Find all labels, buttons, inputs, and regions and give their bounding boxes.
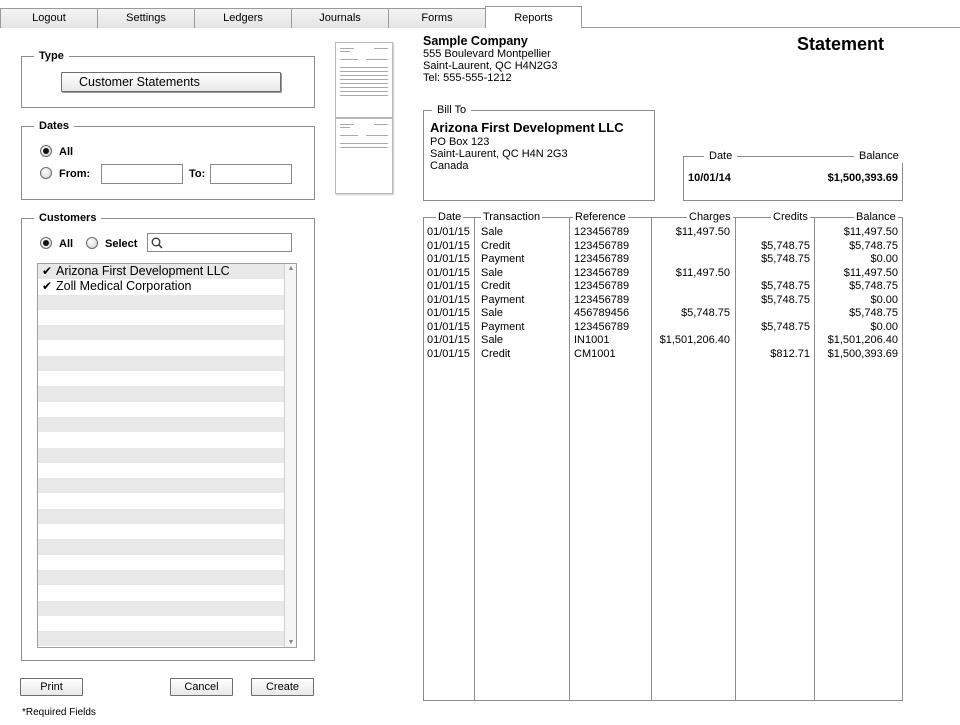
cell-balance: $0.00 [870, 320, 898, 333]
cell-transaction: Sale [481, 307, 504, 319]
customer-list-item[interactable] [38, 509, 285, 524]
column-divider [735, 218, 736, 700]
column-divider [651, 218, 652, 700]
cell-transaction: Sale [481, 266, 504, 279]
cell-transaction: Credit [481, 347, 511, 360]
cell-balance: $11,497.50 [843, 226, 898, 238]
cell-reference: 123456789 [574, 239, 630, 252]
customer-list-item[interactable] [38, 356, 285, 371]
cell-reference: IN1001 [574, 334, 610, 346]
company-name: Sample Company [423, 34, 528, 48]
tab-settings[interactable]: Settings [97, 8, 195, 28]
customer-list-item[interactable] [38, 295, 285, 310]
cell-date: 01/01/15 [427, 253, 470, 265]
cell-date: 01/01/15 [427, 307, 470, 319]
cell-charges: $11,497.50 [675, 266, 730, 279]
customer-list-item[interactable] [38, 448, 285, 463]
summary-date-value: 10/01/14 [688, 172, 731, 184]
tab-bar [0, 0, 960, 28]
bill-to-legend: Bill To [432, 104, 471, 117]
customer-list-item[interactable] [38, 585, 285, 600]
cell-date: 01/01/15 [427, 266, 470, 279]
col-header-transaction: Transaction [483, 211, 541, 223]
cell-transaction: Credit [481, 280, 511, 292]
customer-name: Arizona First Development LLC [56, 264, 230, 278]
tab-reports[interactable]: Reports [485, 6, 582, 28]
customer-search-input[interactable] [147, 233, 292, 252]
customer-list-item[interactable] [38, 555, 285, 570]
to-label: To: [189, 168, 206, 180]
tab-logout[interactable]: Logout [0, 8, 98, 28]
cell-transaction: Sale [481, 226, 504, 238]
cell-transaction: Sale [481, 334, 504, 346]
cell-credits: $812.71 [770, 347, 810, 360]
tab-ledgers[interactable]: Ledgers [194, 8, 292, 28]
create-button[interactable]: Create [251, 678, 314, 696]
customers-all-radio[interactable] [40, 237, 52, 249]
transactions-table [423, 211, 903, 701]
dates-legend: Dates [34, 120, 74, 133]
company-phone: Tel: 555-555-1212 [423, 72, 512, 84]
customer-list-item[interactable] [38, 539, 285, 554]
summary-balance-label: Balance [854, 150, 904, 163]
checkmark-icon: ✔ [42, 279, 53, 294]
column-divider [814, 218, 815, 700]
cell-reference: 123456789 [574, 280, 630, 292]
cell-reference: 123456789 [574, 226, 630, 238]
cell-credits: $5,748.75 [761, 253, 810, 265]
cell-credits: $5,748.75 [761, 239, 810, 252]
customer-list-item[interactable] [38, 631, 285, 646]
column-divider [569, 218, 570, 700]
cell-charges: $5,748.75 [681, 307, 730, 319]
type-legend: Type [34, 50, 69, 63]
cell-reference: 123456789 [574, 293, 630, 306]
customer-list-item[interactable] [38, 310, 285, 325]
checkmark-icon: ✔ [42, 264, 53, 278]
statement-preview-page-1[interactable] [335, 42, 393, 118]
customer-list-item[interactable] [38, 264, 285, 279]
tab-forms[interactable]: Forms [388, 8, 486, 28]
bill-to-line3: Canada [430, 160, 469, 172]
customer-list-item[interactable] [38, 279, 285, 294]
cell-balance: $0.00 [870, 253, 898, 265]
cell-reference: CM1001 [574, 347, 616, 360]
cell-date: 01/01/15 [427, 280, 470, 292]
cell-reference: 123456789 [574, 266, 630, 279]
customer-list-item[interactable] [38, 616, 285, 631]
to-date-input[interactable] [210, 164, 292, 184]
customer-list-item[interactable] [38, 463, 285, 478]
cell-date: 01/01/15 [427, 226, 470, 238]
bill-to-box [423, 104, 655, 201]
company-address-line1: 555 Boulevard Montpellier [423, 48, 551, 60]
cancel-button[interactable]: Cancel [170, 678, 233, 696]
customer-list-item[interactable] [38, 570, 285, 585]
cell-date: 01/01/15 [427, 293, 470, 306]
cell-transaction: Payment [481, 320, 525, 333]
dates-all-label: All [59, 146, 74, 158]
customer-rows [38, 264, 285, 646]
dates-range-radio[interactable] [40, 167, 52, 179]
statement-preview-page-2[interactable] [335, 118, 393, 194]
cell-date: 01/01/15 [427, 320, 470, 333]
customer-list[interactable] [37, 263, 297, 648]
customer-list-item[interactable] [38, 386, 285, 401]
cell-reference: 456789456 [574, 307, 630, 319]
cell-reference: 123456789 [574, 320, 630, 333]
cell-credits: $5,748.75 [761, 320, 810, 333]
dates-group [21, 120, 315, 200]
customer-list-item[interactable] [38, 340, 285, 355]
required-fields-note: *Required Fields [22, 707, 96, 718]
cell-balance: $1,501,206.40 [827, 334, 898, 346]
cell-balance: $5,748.75 [849, 280, 898, 292]
bill-to-name: Arizona First Development LLC [430, 120, 624, 135]
tab-journals[interactable]: Journals [291, 8, 389, 28]
summary-date-label: Date [704, 150, 737, 163]
cell-transaction: Payment [481, 293, 525, 306]
scroll-down-icon[interactable]: ▼ [287, 639, 295, 646]
customer-list-item[interactable] [38, 325, 285, 340]
cell-balance: $5,748.75 [849, 307, 898, 319]
col-header-date: Date [438, 211, 462, 223]
scroll-up-icon[interactable]: ▲ [287, 265, 295, 272]
search-icon [151, 237, 163, 249]
column-divider [474, 218, 475, 700]
cell-reference: 123456789 [574, 253, 630, 265]
col-header-balance: Balance [856, 211, 896, 223]
cell-charges: $1,501,206.40 [659, 334, 730, 346]
cell-date: 01/01/15 [427, 334, 470, 346]
customers-legend: Customers [34, 212, 101, 225]
cell-transaction: Credit [481, 239, 511, 252]
customers-all-label: All [59, 238, 74, 250]
cell-credits: $5,748.75 [761, 293, 810, 306]
col-header-reference: Reference [575, 211, 626, 223]
cell-date: 01/01/15 [427, 347, 470, 360]
customer-list-item[interactable] [38, 493, 285, 508]
cell-balance: $1,500,393.69 [827, 347, 898, 360]
customer-list-scrollbar[interactable] [284, 264, 296, 647]
statement-title: Statement [797, 34, 885, 54]
cell-balance: $5,748.75 [849, 239, 898, 252]
customer-list-item[interactable] [38, 432, 285, 447]
report-type-button[interactable]: Customer Statements [61, 72, 281, 92]
customer-list-item[interactable] [38, 417, 285, 432]
cell-balance: $11,497.50 [843, 266, 898, 279]
print-button[interactable]: Print [20, 678, 83, 696]
customers-select-radio[interactable] [86, 237, 98, 249]
bill-to-line2: Saint-Laurent, QC H4N 2G3 [430, 148, 568, 160]
customers-select-label: Select [105, 238, 138, 250]
customer-list-item[interactable] [38, 601, 285, 616]
col-header-credits: Credits [773, 211, 808, 223]
cell-credits: $5,748.75 [761, 280, 810, 292]
type-group [21, 50, 315, 108]
cell-date: 01/01/15 [427, 239, 470, 252]
customer-list-item[interactable] [38, 402, 285, 417]
cell-transaction: Payment [481, 253, 525, 265]
from-date-input[interactable] [101, 164, 183, 184]
customer-list-item[interactable] [38, 371, 285, 386]
customer-name: Zoll Medical Corporation [56, 279, 192, 294]
col-header-charges: Charges [689, 211, 731, 223]
cell-charges: $11,497.50 [675, 226, 730, 238]
customer-list-item[interactable] [38, 478, 285, 493]
bill-to-line1: PO Box 123 [430, 136, 490, 148]
dates-all-radio[interactable] [40, 145, 52, 157]
customer-list-item[interactable] [38, 524, 285, 539]
company-address-line2: Saint-Laurent, QC H4N2G3 [423, 60, 558, 72]
from-label: From: [59, 168, 91, 180]
summary-box [683, 150, 903, 201]
summary-balance-value: $1,500,393.69 [827, 172, 898, 184]
cell-balance: $0.00 [870, 293, 898, 306]
